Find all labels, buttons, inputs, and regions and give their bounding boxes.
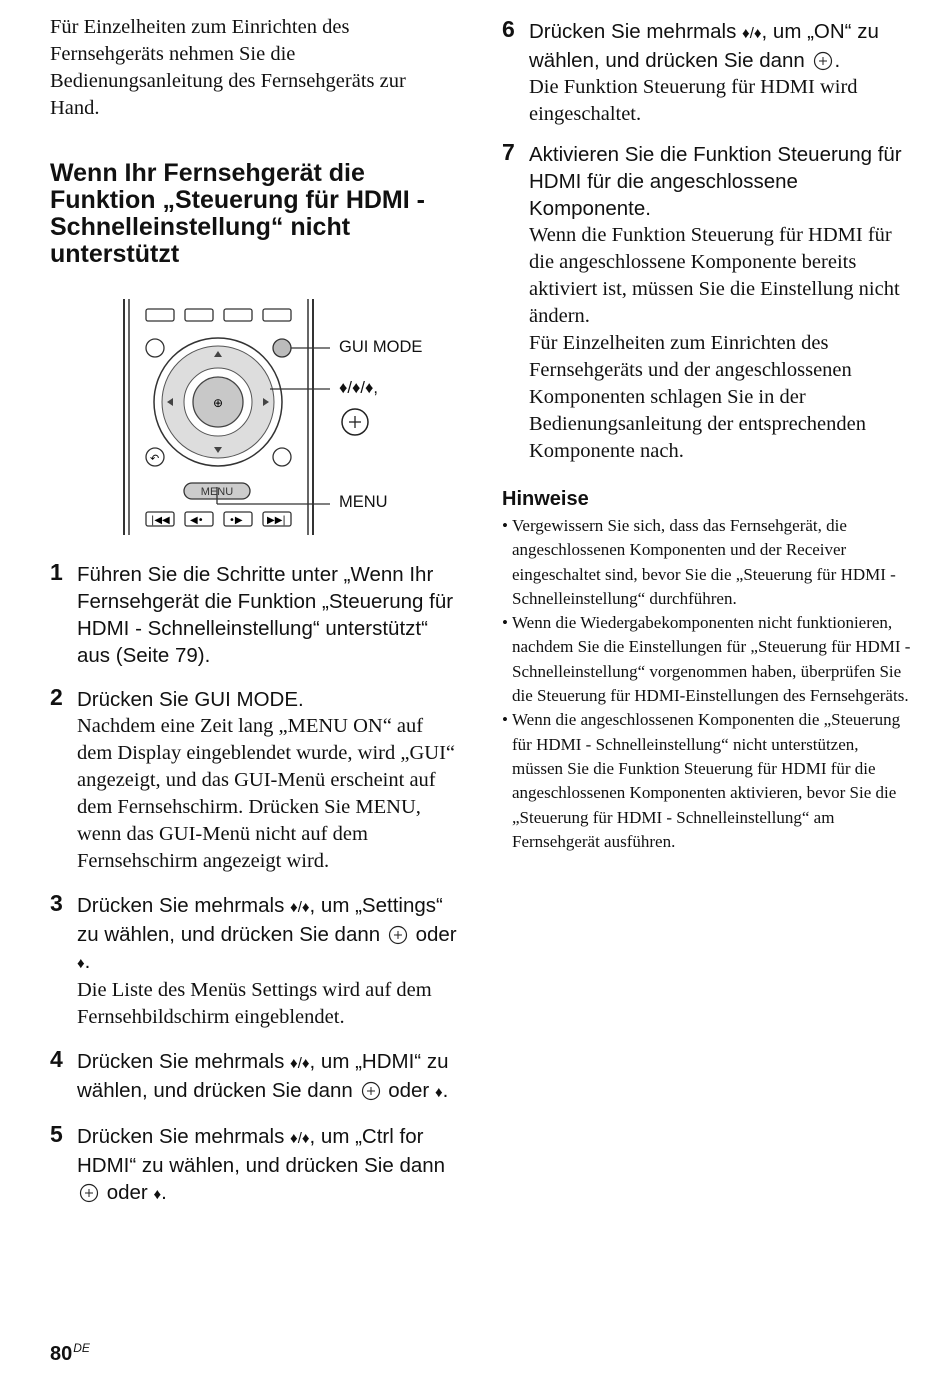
- right-arrow-icon: ♦: [77, 955, 85, 972]
- right-arrow-icon: ♦: [153, 1186, 162, 1203]
- intro-paragraph: Für Einzelheiten zum Einrichten des Fernsehgeräts nehmen Sie die Bedienungsanleitung des Fernsehgeräts zur Hand.: [50, 16, 406, 119]
- enter-icon: [813, 51, 833, 71]
- step-instruction: Führen Sie die Schritte unter „Wenn Ihr Fernsehgerät die Funktion „Steuerung für HDMI - Schnelleinstellung“ unterstützt“ aus (Seite 79).: [77, 563, 454, 667]
- instruction-text: .: [834, 49, 841, 72]
- callout-gui-mode: GUI MODE: [339, 338, 423, 356]
- instruction-text: Drücken Sie mehrmals: [529, 20, 737, 43]
- bullet-icon: •: [502, 710, 508, 730]
- enter-icon: [79, 1183, 99, 1203]
- step-instruction: Drücken Sie GUI MODE.: [77, 688, 304, 711]
- svg-text:↶: ↶: [150, 452, 160, 465]
- step-number: 2: [50, 684, 63, 710]
- page-number-value: 80: [50, 1343, 73, 1365]
- up-down-arrow-icon: ♦/♦: [742, 25, 762, 42]
- step-number: 6: [502, 16, 515, 42]
- note-text: Wenn die Wiedergabekomponenten nicht funktionieren, nachdem Sie die Einstellungen für „Steuerung für HDMI - Schnelleinstellung“ vorgenommen haben, überprüfen Sie die Steuerung für HDMI-Einstellungen des Fernsehgeräts.: [512, 613, 911, 706]
- instruction-text: Drücken Sie mehrmals: [77, 1050, 285, 1073]
- instruction-text: , um „HDMI“ zu wählen, und drücken Sie dann: [77, 1050, 449, 1102]
- instruction-text: .: [442, 1079, 449, 1102]
- step-description: Die Liste des Menüs Settings wird auf dem Fernsehbildschirm eingeblendet.: [77, 979, 432, 1028]
- section-heading: Wenn Ihr Fernsehgerät die Funktion „Steuerung für HDMI - Schnelleinstellung“ nicht unterstützt: [50, 159, 425, 268]
- instruction-text: oder: [388, 1079, 430, 1102]
- note-item: [502, 611, 912, 708]
- step-4: [50, 1048, 460, 1106]
- note-text: Vergewissern Sie sich, dass das Fernsehgerät, die angeschlossenen Komponenten und der Receiver eingeschaltet sind, bevor Sie die „Steuerung für HDMI - Schnelleinstellung“ durchführen.: [512, 516, 896, 608]
- remote-control-figure: [50, 285, 460, 543]
- step-number: 7: [502, 139, 515, 165]
- note-item: [502, 514, 912, 611]
- step-description: Die Funktion Steuerung für HDMI wird eingeschaltet.: [529, 76, 858, 125]
- svg-text:•▶: •▶: [229, 515, 243, 526]
- instruction-text: .: [84, 950, 91, 973]
- enter-icon: [388, 925, 408, 945]
- page-number: [50, 1341, 90, 1366]
- instruction-text: oder: [106, 1181, 148, 1204]
- step-instruction: [529, 18, 912, 74]
- step-instruction: [77, 892, 460, 977]
- instruction-text: , um „Ctrl for HDMI“ zu wählen, und drücken Sie dann: [77, 1125, 446, 1177]
- step-5: [50, 1123, 460, 1208]
- step-number: 5: [50, 1121, 63, 1147]
- step-6: [502, 18, 912, 128]
- step-instruction: [77, 1048, 460, 1106]
- bullet-icon: •: [502, 516, 508, 535]
- notes-list: [502, 514, 912, 854]
- up-down-arrow-icon: ♦/♦: [290, 1055, 310, 1072]
- step-instruction: [77, 1123, 460, 1208]
- step-number: 1: [50, 559, 63, 585]
- notes-heading: Hinweise: [502, 488, 589, 510]
- right-column: [502, 18, 912, 854]
- page-language-suffix: DE: [73, 1341, 90, 1355]
- up-down-arrow-icon: ♦/♦: [290, 899, 310, 916]
- step-instruction: Aktivieren Sie die Funktion Steuerung für HDMI für die angeschlossene Komponente.: [529, 143, 902, 220]
- bullet-icon: •: [502, 613, 508, 633]
- step-description-2: Für Einzelheiten zum Einrichten des Fernsehgeräts und der angeschlossenen Komponenten schlagen Sie in der Bedienungsanleitung der entsprechenden Komponente nach.: [529, 332, 866, 462]
- instruction-text: Drücken Sie mehrmals: [77, 1125, 285, 1148]
- step-2: [50, 686, 460, 875]
- step-number: 3: [50, 890, 63, 916]
- remote-control-illustration: [50, 285, 460, 543]
- step-1: [50, 561, 460, 669]
- instruction-text: , um „ON“ zu wählen, und drücken Sie dann: [529, 20, 879, 72]
- instruction-text: oder: [415, 923, 457, 946]
- step-description: Wenn die Funktion Steuerung für HDMI für die angeschlossene Komponente bereits aktiviert ist, müssen Sie die Einstellung nicht ändern.: [529, 224, 900, 327]
- svg-text:|◀◀: |◀◀: [151, 515, 170, 526]
- svg-text:▶▶|: ▶▶|: [267, 515, 286, 526]
- instruction-text: Drücken Sie mehrmals: [77, 894, 285, 917]
- right-arrow-icon: ♦: [434, 1084, 443, 1101]
- note-item: [502, 708, 912, 854]
- instruction-text: .: [161, 1181, 167, 1204]
- enter-icon: [361, 1081, 381, 1101]
- step-number: 4: [50, 1046, 63, 1072]
- callout-menu: MENU: [339, 493, 388, 511]
- svg-text:⊕: ⊕: [213, 396, 224, 410]
- note-text: Wenn die angeschlossenen Komponenten die „Steuerung für HDMI - Schnelleinstellung“ nicht unterstützen, müssen Sie die Funktion Steuerung für HDMI für die angeschlossenen Komponenten aktivieren, bevor Sie die „Steuerung für HDMI - Schnelleinstellung“ am Fernsehgerät ausführen.: [512, 710, 901, 851]
- step-description: Nachdem eine Zeit lang „MENU ON“ auf dem Display eingeblendet wurde, wird „GUI“ angezeigt, und das GUI-Menü erscheint auf dem Fernsehschirm. Drücken Sie MENU, wenn das GUI-Menü nicht auf dem Fernsehschirm angezeigt wird.: [77, 715, 455, 872]
- left-column: [50, 14, 460, 1208]
- up-down-arrow-icon: ♦/♦: [290, 1130, 310, 1147]
- svg-text:◀•: ◀•: [190, 515, 204, 526]
- step-7: [502, 141, 912, 465]
- step-3: [50, 892, 460, 1031]
- instruction-text: , um „Settings“ zu wählen, und drücken Sie dann: [77, 894, 443, 946]
- menu-button-label: MENU: [200, 486, 234, 498]
- callout-arrows: ♦/♦/♦,: [339, 379, 379, 397]
